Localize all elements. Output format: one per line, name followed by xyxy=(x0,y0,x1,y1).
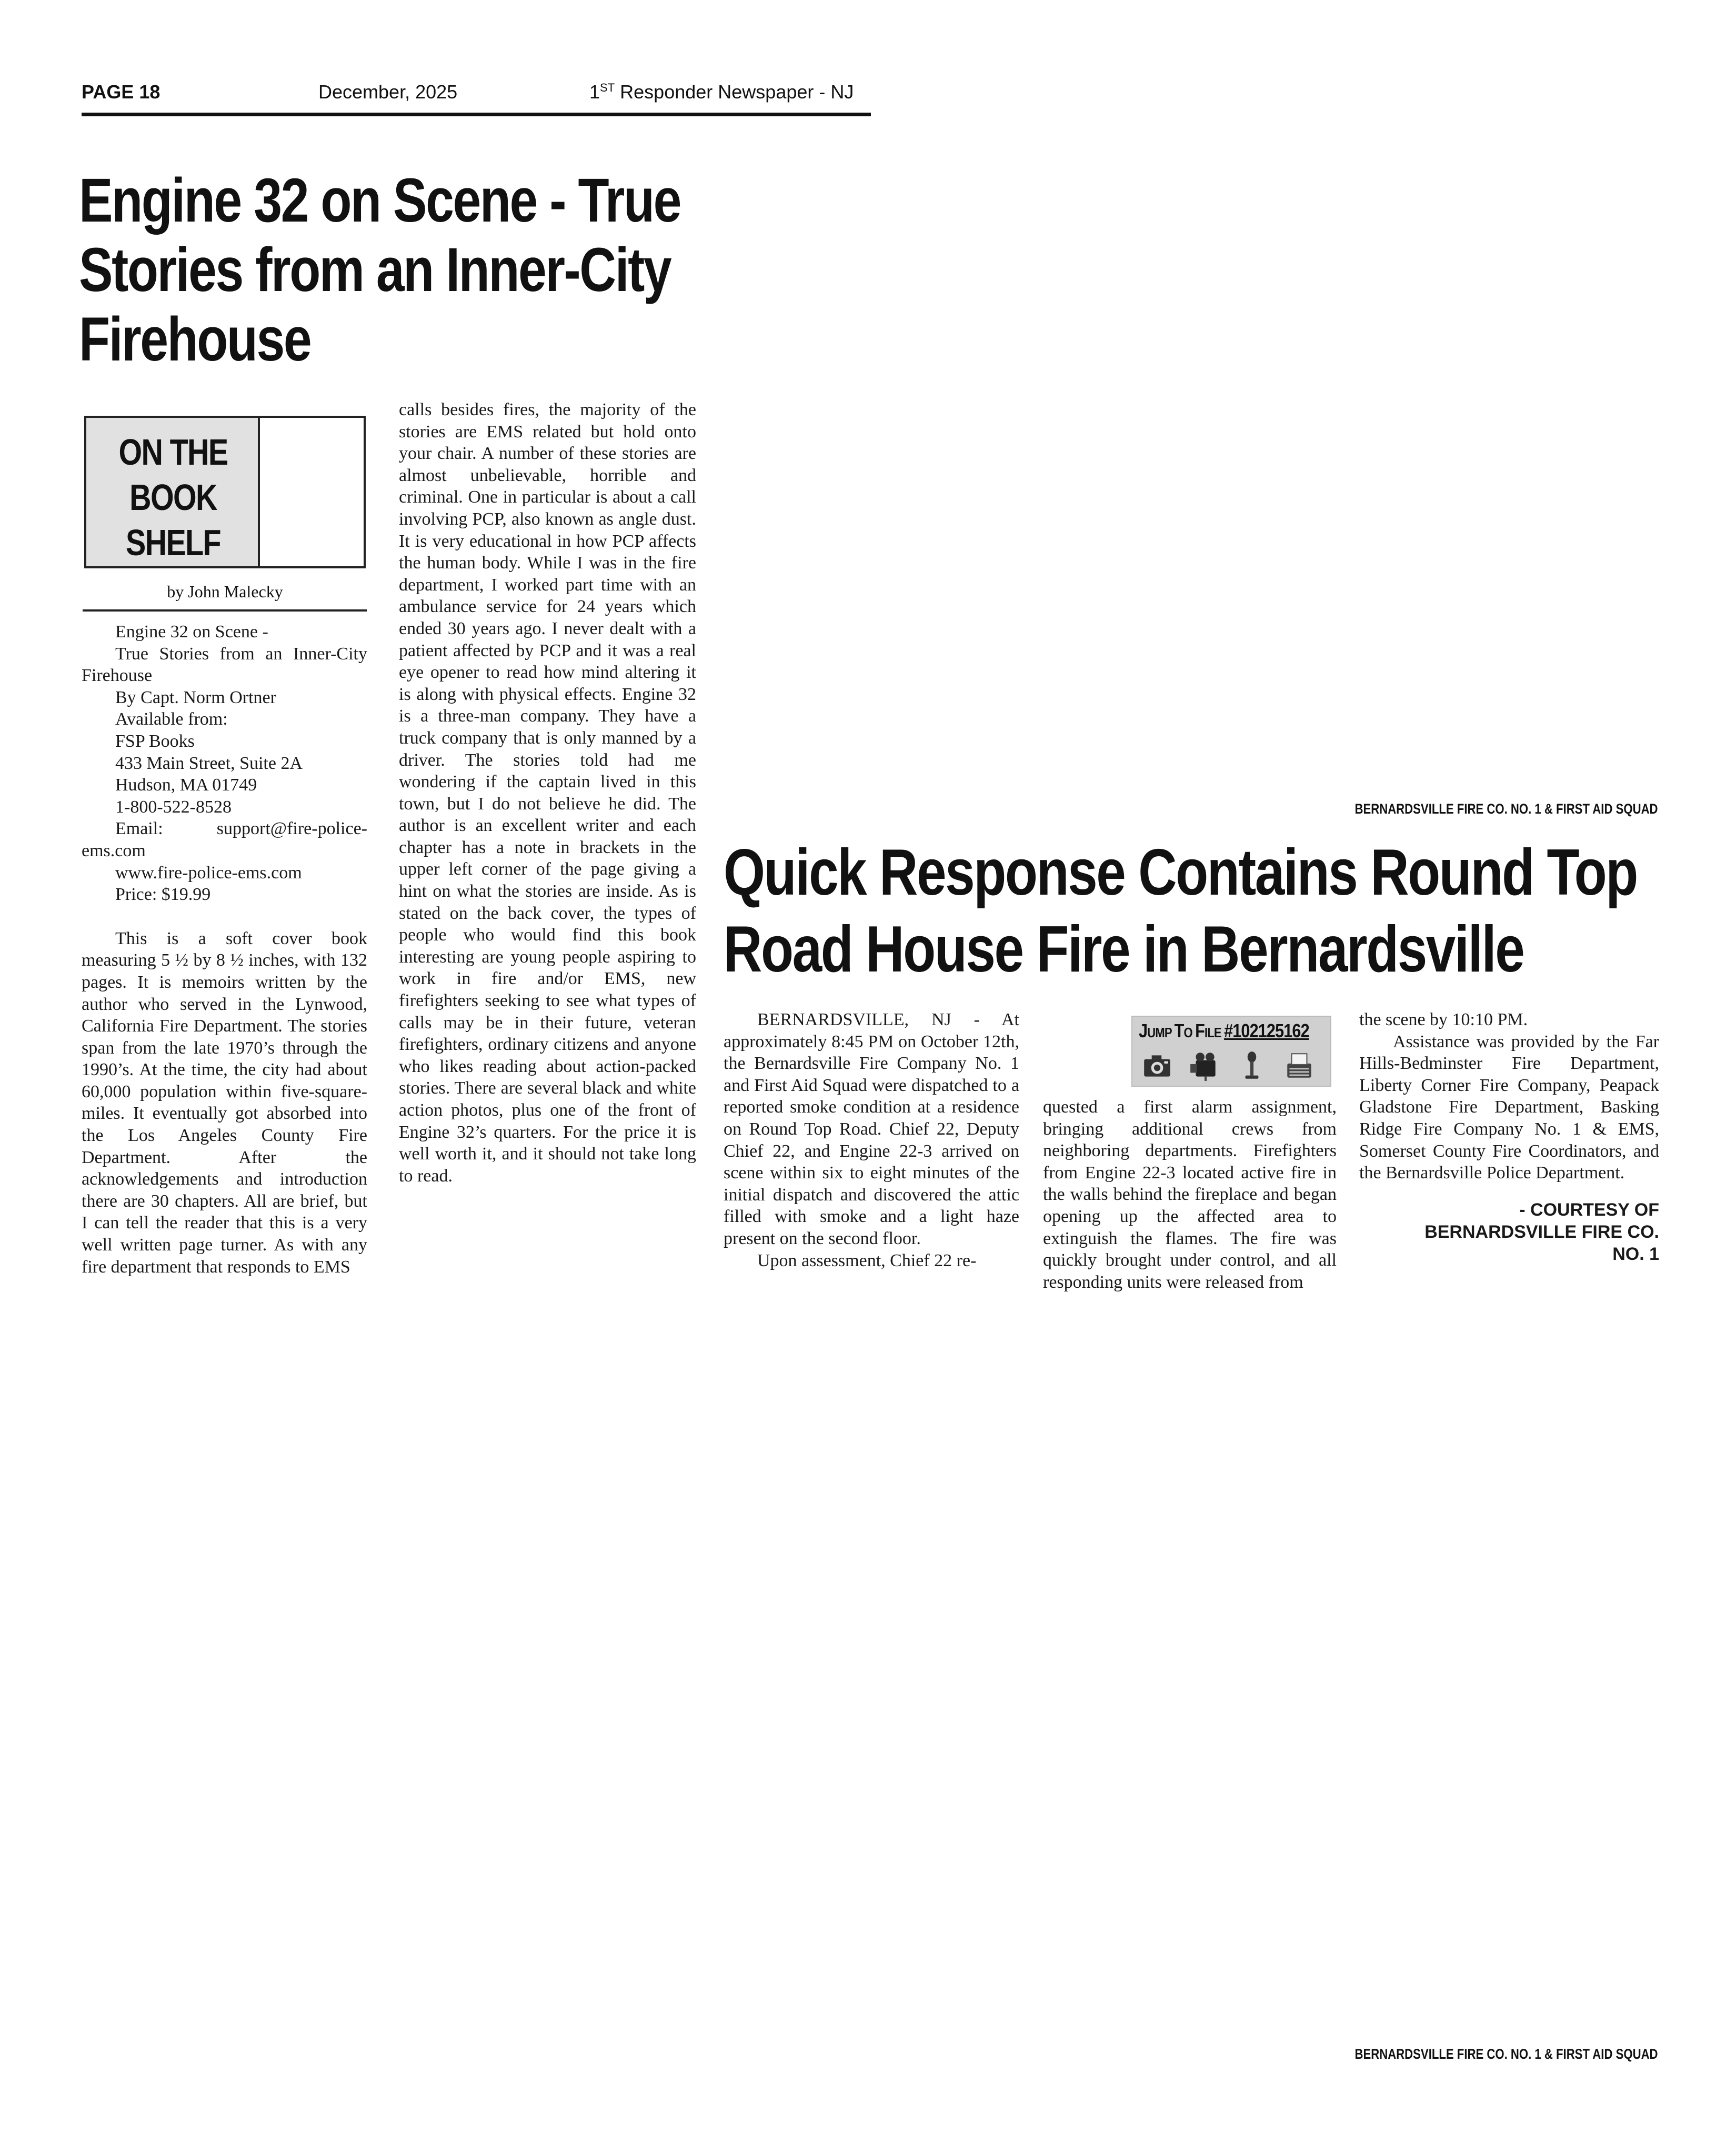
footer-kicker: BERNARDSVILLE FIRE CO. NO. 1 & FIRST AID SQUAD xyxy=(1354,2046,1658,2062)
book-review-column-1 xyxy=(82,621,367,1278)
page-header xyxy=(82,80,871,116)
book-review-column-2 xyxy=(399,399,696,1187)
jump-to-file-label[interactable]: JUMP TO FILE #102125162 xyxy=(1139,1020,1309,1041)
book-author-line: By Capt. Norm Ortner xyxy=(115,687,276,707)
fire-article-column-2: quested a first alarm assignment, bringing additional crews from neighboring departments. Firefighters from Engine 22-3 located active fire in the walls behind the fireplace and began opening up the affected area to extinguish the flames. The fire was quickly brought under control, and all responding units were released from xyxy=(1043,1097,1337,1292)
page-number: PAGE 18 xyxy=(82,81,160,103)
section-title: ON THE BOOK SHELF xyxy=(118,432,228,563)
publisher-website: www.fire-police-ems.com xyxy=(115,863,302,883)
publisher-name: FSP Books xyxy=(115,731,195,751)
fire-article-kicker: BERNARDSVILLE FIRE CO. NO. 1 & FIRST AID SQUAD xyxy=(1354,801,1658,817)
review-text-continued: calls besides fires, the majority of the stories are EMS related but hold onto your chair. A number of these stories are almost unbelievable, horrible and criminal. One in particular is about a call involving PCP, also known as angle dust. It is very educational in how PCP affects the human body. While I was in the fire department, I worked part time with an ambulance service for 24 years which ended 30 years ago. I never dealt with a patient affected by PCP and it was a real eye opener to read how mind altering it is along with physical effects. Engine 32 is a three-man company. They have a truck company that is only manned by a driver. The stories told had me wondering if the captain lived in this town, but I do not believe he did. The author is an excellent writer and each chapter has a note in brackets in the upper left corner of the page giving a hint on what the stories are inside. As is stated on the back cover, the types of people who would find this book interesting are young people aspiring to work in fire and/or EMS, new firefighters seeking to see what types of calls may be in their future, veteran firefighters, ordinary citizens and anyone who likes reading about action-packed stories. There are several black and white action photos, plus one of the front of Engine 32’s quarters. For the price it is well worth it, and it should not take long to read. xyxy=(399,400,696,1186)
book-subtitle-line: True Stories from an Inner-City Firehouse xyxy=(82,644,367,686)
fire-article-column-3: the scene by 10:10 PM. Assistance was provided by the Far Hills-Bedminster Fire Department, Liberty Corner Fire Company, Peapack Gladstone Fire Department, Basking Ridge Fire Company No. 1 & EMS, Somerset County Fire Coordinators, and the Bernardsville Police Department. - COURTESY OF BERNARDSVILLE FIRE CO. NO. 1 xyxy=(1359,1010,1659,1264)
book-price: Price: $19.99 xyxy=(115,885,211,905)
publisher-street: 433 Main Street, Suite 2A xyxy=(115,753,303,773)
newspaper-name: 1ST Responder Newspaper - NJ xyxy=(589,81,854,103)
publisher-phone: 1-800-522-8528 xyxy=(115,797,232,817)
camera-icon xyxy=(1141,1049,1173,1082)
book-shelf-section-logo xyxy=(84,416,366,568)
book-article-headline: Engine 32 on Scene - True Stories from an Inner-City Firehouse xyxy=(79,166,680,374)
file-number-link: #102125162 xyxy=(1224,1020,1309,1041)
microphone-icon xyxy=(1236,1049,1268,1082)
fire-article-column-1: BERNARDSVILLE, NJ - At approximately 8:45 PM on October 12th, the Bernardsville Fire Company No. 1 and First Aid Squad were dispatched to a reported smoke condition at a residence on Round Top Road. Chief 22, Deputy Chief 22, and Engine 22-3 arrived on scene within six to eight minutes of the initial dispatch and discovered the attic filled with smoke and a light haze present on the second floor. Upon assessment, Chief 22 re- xyxy=(724,1010,1019,1270)
courtesy-credit: - COURTESY OF BERNARDSVILLE FIRE CO. NO. 1 xyxy=(1424,1199,1659,1264)
issue-date: December, 2025 xyxy=(318,81,458,103)
fire-article-headline: Quick Response Contains Round Top Road House Fire in Bernardsville xyxy=(724,836,1637,986)
publisher-city: Hudson, MA 01749 xyxy=(115,775,257,795)
divider xyxy=(83,609,367,612)
availability-label: Available from: xyxy=(115,709,228,729)
video-camera-icon xyxy=(1188,1049,1221,1082)
byline: by John Malecky xyxy=(167,582,283,601)
book-title-line: Engine 32 on Scene - xyxy=(115,622,268,642)
review-text: This is a soft cover book measuring 5 ½ by 8 ½ inches, with 132 pages. It is memoirs written by the author who served in the Lynwood, California Fire Department. The stories span from the late 1970’s through the 1990’s. At the time, the city had about 60,000 population within five-square-miles. It eventually got absorbed into the Los Angeles County Fire Department. After the acknowledgements and introduction there are 30 chapters. All are brief, but I can tell the reader that this is a very well written page turner. As with any fire department that responds to EMS xyxy=(82,928,367,1277)
jump-to-file-badge[interactable] xyxy=(1131,1016,1331,1087)
publisher-email: Email: support@fire-police-ems.com xyxy=(82,819,367,860)
typewriter-icon xyxy=(1283,1049,1316,1082)
